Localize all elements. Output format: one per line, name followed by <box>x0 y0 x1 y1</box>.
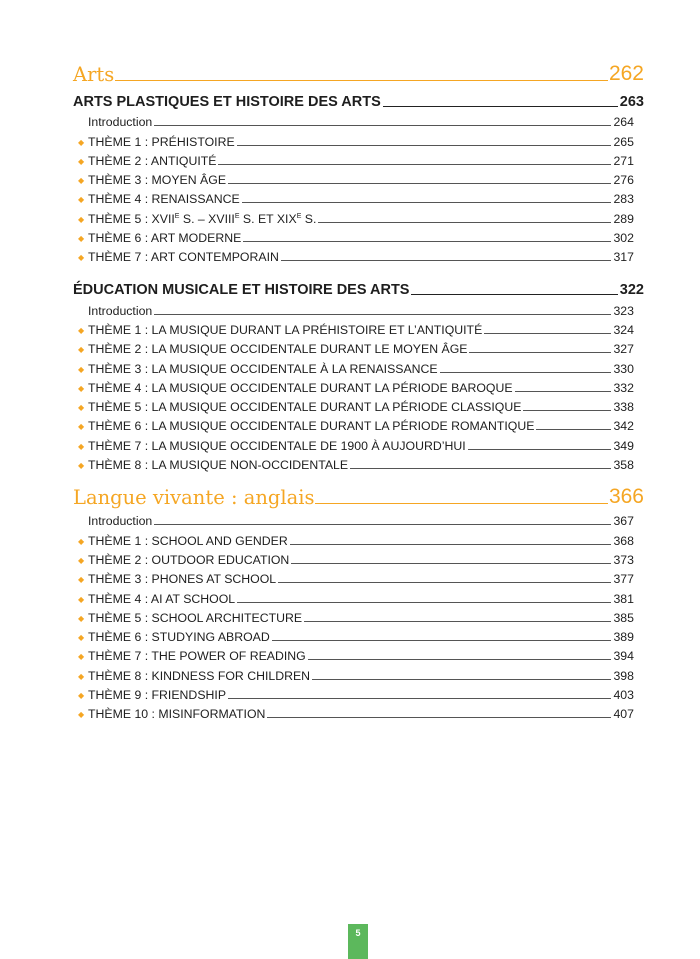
toc-entry[interactable] <box>73 318 634 337</box>
diamond-bullet-icon: ◆ <box>78 710 85 720</box>
entry-page: 373 <box>613 552 634 567</box>
entry-label: Introduction <box>88 115 153 130</box>
toc-entry[interactable] <box>73 606 634 625</box>
dot-leader <box>228 183 611 184</box>
diamond-bullet-icon: ◆ <box>78 383 85 393</box>
entry-label: THÈME 7 : LA MUSIQUE OCCIDENTALE DE 1900 À AUJOURD’HUI <box>88 438 466 453</box>
entry-label: THÈME 8 : KINDNESS FOR CHILDREN <box>88 668 311 683</box>
toc-entry[interactable] <box>73 433 634 452</box>
diamond-bullet-icon: ◆ <box>78 671 85 681</box>
diamond-bullet-icon: ◆ <box>78 652 85 662</box>
dot-leader <box>440 372 612 373</box>
toc-entry[interactable] <box>73 206 634 225</box>
dot-leader <box>312 679 611 680</box>
diamond-bullet-icon: ◆ <box>78 594 85 604</box>
main-heading-page: 366 <box>608 485 644 509</box>
diamond-bullet-icon: ◆ <box>78 536 85 546</box>
dot-leader <box>243 241 611 242</box>
dot-leader <box>278 582 611 583</box>
entry-page: 368 <box>613 533 634 548</box>
entry-label: THÈME 8 : LA MUSIQUE NON-OCCIDENTALE <box>88 458 349 473</box>
section-page: 322 <box>619 282 644 299</box>
dot-leader <box>115 80 608 81</box>
entry-page: 332 <box>613 380 634 395</box>
diamond-bullet-icon: ◆ <box>78 156 85 166</box>
toc-entry[interactable] <box>73 168 634 187</box>
section-heading-education-musicale[interactable] <box>73 274 644 298</box>
toc-entry[interactable] <box>73 245 634 264</box>
toc-entry[interactable] <box>73 528 634 547</box>
diamond-bullet-icon: ◆ <box>78 176 85 186</box>
diamond-bullet-icon: ◆ <box>78 691 85 701</box>
entry-page: 349 <box>613 438 634 453</box>
entry-label: THÈME 6 : STUDYING ABROAD <box>88 630 270 645</box>
diamond-bullet-icon: ◆ <box>78 422 85 432</box>
toc-entry[interactable] <box>73 548 634 567</box>
dot-leader <box>154 125 611 126</box>
diamond-bullet-icon: ◆ <box>78 613 85 623</box>
entry-page: 323 <box>613 303 634 318</box>
dot-leader <box>237 602 611 603</box>
dot-leader <box>469 352 611 353</box>
diamond-bullet-icon: ◆ <box>78 555 85 565</box>
toc-entry[interactable] <box>73 586 634 605</box>
diamond-bullet-icon: ◆ <box>78 137 85 147</box>
dot-leader <box>468 449 612 450</box>
entry-page: 330 <box>613 361 634 376</box>
main-heading-title: Arts <box>73 63 115 86</box>
dot-leader <box>318 222 611 223</box>
entry-label: Introduction <box>88 303 153 318</box>
entry-page: 276 <box>613 173 634 188</box>
toc-entry[interactable] <box>73 683 634 702</box>
dot-leader <box>291 563 611 564</box>
diamond-bullet-icon: ◆ <box>78 234 85 244</box>
diamond-bullet-icon: ◆ <box>78 253 85 263</box>
toc-entry[interactable] <box>73 395 634 414</box>
dot-leader <box>237 145 612 146</box>
entry-label: THÈME 5 : SCHOOL ARCHITECTURE <box>88 610 303 625</box>
entry-page: 338 <box>613 400 634 415</box>
toc-entry-introduction[interactable] <box>73 509 634 528</box>
diamond-bullet-icon: ◆ <box>78 441 85 451</box>
spacer <box>73 264 644 274</box>
toc-entry[interactable] <box>73 149 634 168</box>
dot-leader <box>218 164 611 165</box>
main-heading-page: 262 <box>608 62 644 85</box>
toc-entry[interactable] <box>73 644 634 663</box>
table-of-contents <box>73 58 644 721</box>
entry-label: THÈME 3 : LA MUSIQUE OCCIDENTALE À LA RENAISSANCE <box>88 361 438 376</box>
dot-leader <box>350 468 611 469</box>
section-heading-arts-plastiques[interactable] <box>73 86 644 110</box>
entry-page: 289 <box>613 211 634 226</box>
entry-page: 398 <box>613 668 634 683</box>
entry-page: 302 <box>613 231 634 246</box>
toc-entry[interactable] <box>73 414 634 433</box>
entry-page: 394 <box>613 649 634 664</box>
entry-label: THÈME 4 : RENAISSANCE <box>88 192 240 207</box>
entry-page: 403 <box>613 688 634 703</box>
entry-label: THÈME 3 : MOYEN ÂGE <box>88 173 227 188</box>
toc-entry-introduction[interactable] <box>73 298 634 317</box>
entry-page: 358 <box>613 458 634 473</box>
toc-entry[interactable] <box>73 625 634 644</box>
entry-label: THÈME 4 : LA MUSIQUE OCCIDENTALE DURANT LA PÉRIODE BAROQUE <box>88 380 513 395</box>
diamond-bullet-icon: ◆ <box>78 403 85 413</box>
toc-entry[interactable] <box>73 567 634 586</box>
dot-leader <box>154 314 611 315</box>
entry-page: 324 <box>613 322 634 337</box>
main-heading-title: Langue vivante : anglais <box>73 486 315 510</box>
toc-entry[interactable] <box>73 226 634 245</box>
entry-label: THÈME 4 : AI AT SCHOOL <box>88 591 236 606</box>
diamond-bullet-icon: ◆ <box>78 461 85 471</box>
entry-page: 389 <box>613 630 634 645</box>
entry-label: THÈME 7 : ART CONTEMPORAIN <box>88 250 279 265</box>
toc-entry[interactable] <box>73 376 634 395</box>
section-title: ÉDUCATION MUSICALE ET HISTOIRE DES ARTS <box>73 282 410 299</box>
dot-leader <box>308 659 612 660</box>
entry-page: 367 <box>613 514 634 529</box>
entry-label: THÈME 10 : MISINFORMATION <box>88 707 266 722</box>
toc-entry-introduction[interactable] <box>73 110 634 129</box>
toc-entry[interactable] <box>73 453 634 472</box>
toc-entry[interactable] <box>73 129 634 148</box>
toc-entry[interactable] <box>73 337 634 356</box>
toc-entry[interactable] <box>73 702 634 721</box>
dot-leader <box>154 524 611 525</box>
toc-entry[interactable] <box>73 187 634 206</box>
entry-label: THÈME 5 : $XVII^E$ S. – $XVIII^E$ S. ET $XIX^E$ S. <box>88 211 317 226</box>
toc-entry[interactable] <box>73 356 634 375</box>
diamond-bullet-icon: ◆ <box>78 345 85 355</box>
entry-label: Introduction <box>88 514 153 529</box>
entry-label: THÈME 3 : PHONES AT SCHOOL <box>88 572 277 587</box>
toc-entry[interactable] <box>73 663 634 682</box>
entry-label: THÈME 2 : ANTIQUITÉ <box>88 153 217 168</box>
entry-page: 342 <box>613 419 634 434</box>
diamond-bullet-icon: ◆ <box>78 364 85 374</box>
dot-leader <box>523 410 611 411</box>
diamond-bullet-icon: ◆ <box>78 325 85 335</box>
entry-label: THÈME 5 : LA MUSIQUE OCCIDENTALE DURANT LA PÉRIODE CLASSIQUE <box>88 400 522 415</box>
entry-page: 265 <box>613 134 634 149</box>
dot-leader <box>536 429 611 430</box>
entry-label: THÈME 7 : THE POWER OF READING <box>88 649 306 664</box>
dot-leader <box>242 202 612 203</box>
dot-leader <box>383 106 618 107</box>
dot-leader <box>304 621 611 622</box>
dot-leader <box>281 260 612 261</box>
main-heading-langue-vivante[interactable] <box>73 481 644 509</box>
entry-page: 381 <box>613 591 634 606</box>
section-page: 263 <box>619 94 644 110</box>
dot-leader <box>411 294 617 295</box>
spacer <box>73 472 644 481</box>
diamond-bullet-icon: ◆ <box>78 214 85 224</box>
dot-leader <box>272 640 612 641</box>
entry-page: 407 <box>613 707 634 722</box>
entry-page: 283 <box>613 192 634 207</box>
entry-page: 377 <box>613 572 634 587</box>
diamond-bullet-icon: ◆ <box>78 633 85 643</box>
entry-label: THÈME 6 : LA MUSIQUE OCCIDENTALE DURANT LA PÉRIODE ROMANTIQUE <box>88 419 535 434</box>
entry-label: THÈME 2 : OUTDOOR EDUCATION <box>88 552 290 567</box>
section-title: ARTS PLASTIQUES ET HISTOIRE DES ARTS <box>73 94 381 110</box>
entry-page: 385 <box>613 610 634 625</box>
page-number: 5 <box>348 924 368 959</box>
entry-page: 327 <box>613 342 634 357</box>
entry-label: THÈME 9 : FRIENDSHIP <box>88 688 227 703</box>
entry-label: THÈME 1 : LA MUSIQUE DURANT LA PRÉHISTOIRE ET L’ANTIQUITÉ <box>88 322 483 337</box>
dot-leader <box>290 544 612 545</box>
entry-label: THÈME 2 : LA MUSIQUE OCCIDENTALE DURANT LE MOYEN ÂGE <box>88 342 468 357</box>
diamond-bullet-icon: ◆ <box>78 575 85 585</box>
entry-page: 264 <box>613 115 634 130</box>
entry-page: 317 <box>613 250 634 265</box>
entry-label: THÈME 6 : ART MODERNE <box>88 231 242 246</box>
dot-leader <box>515 391 612 392</box>
dot-leader <box>315 503 607 504</box>
dot-leader <box>228 698 611 699</box>
entry-page: 271 <box>613 153 634 168</box>
entry-label: THÈME 1 : SCHOOL AND GENDER <box>88 533 288 548</box>
main-heading-arts[interactable] <box>73 58 644 86</box>
diamond-bullet-icon: ◆ <box>78 195 85 205</box>
entry-label: THÈME 1 : PRÉHISTOIRE <box>88 134 235 149</box>
dot-leader <box>484 333 611 334</box>
dot-leader <box>267 717 611 718</box>
